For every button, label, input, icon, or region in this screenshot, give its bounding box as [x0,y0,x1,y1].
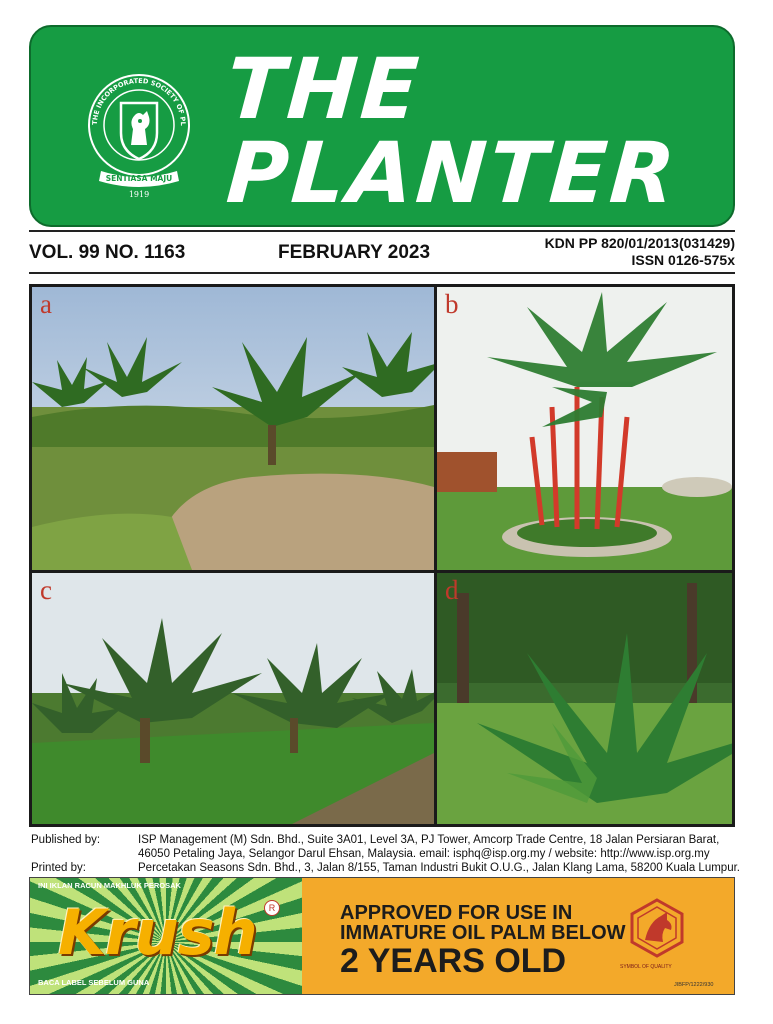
oil-palm-plantation-photo [32,573,434,824]
ad-top-note: INI IKLAN RACUN MAKHLUK PEROSAK [38,881,181,890]
divider-top [29,230,735,232]
ad-headline-1: APPROVED FOR USE IN [340,902,573,924]
published-by-label: Published by: [31,834,101,846]
ad-brand-panel [30,878,302,994]
divider-bottom [29,272,735,274]
young-coconut-palms-photo [32,287,434,570]
issn-number: ISSN 0126-575x [631,252,735,268]
printed-by-label: Printed by: [31,862,86,874]
kdn-number: KDN PP 820/01/2013(031429) [544,235,735,251]
svg-text:1919: 1919 [128,190,150,199]
printer-address: Percetakan Seasons Sdn. Bhd., 3, Jalan 8/155, Taman Industri Bukit O.U.G., Jalan Klang Lama, 58200 Kuala Lumpur. [138,862,740,874]
photo-label-a: a [40,289,52,319]
volume-number: VOL. 99 NO. 1163 [29,242,186,263]
ad-bottom-note: BACA LABEL SEBELUM GUNA [38,978,150,987]
magazine-title-line-2: PLANTER [223,124,682,222]
photo-label-c: c [40,575,52,605]
registered-mark-icon: R [264,900,280,916]
society-crest-icon [83,59,195,201]
krush-advertisement [29,877,735,995]
ad-registration-number: JIBFP/1222/930 [674,982,714,988]
ad-message-panel [302,878,734,994]
svg-text:THE INCORPORATED SOCIETY OF PL: THE INCORPORATED SOCIETY OF PL [90,76,188,126]
photo-label-d: d [445,575,459,605]
ad-headline-2: IMMATURE OIL PALM BELOW [340,922,626,944]
young-palm-shrub-photo [437,573,732,824]
svg-text:SENTIASA MAJU: SENTIASA MAJU [105,174,173,183]
issue-date: FEBRUARY 2023 [278,242,431,263]
ad-brand-name: Krush [58,896,257,969]
ad-logo-caption: SYMBOL OF QUALITY [620,964,672,970]
cover-photo-grid [29,284,735,827]
registration-block [545,235,735,269]
ad-headline-3: 2 YEARS OLD [340,942,567,980]
magazine-title-line-1: THE [223,40,425,138]
publisher-address-line-1: ISP Management (M) Sdn. Bhd., Suite 3A01, Level 3A, PJ Tower, Amcorp Trade Centre, 18 Jalan Persiaran Barat, [138,834,720,846]
photo-label-b: b [445,289,459,319]
red-sealing-wax-palm-photo [437,287,732,570]
publisher-address-line-2: 46050 Petaling Jaya, Selangor Darul Ehsan, Malaysia. email: isphq@isp.org.my / website: http://www.isp.org.my [138,848,710,860]
masthead-banner [29,25,735,227]
horse-head-hexagon-logo-icon [627,898,687,958]
